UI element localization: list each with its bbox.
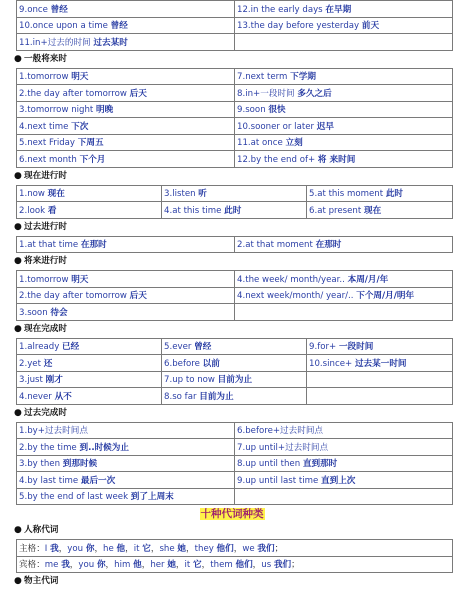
- english-term: 1.already: [19, 342, 60, 353]
- section-heading-past-continuous: ● 过去进行时: [8, 219, 456, 236]
- table-row: [17, 488, 453, 505]
- table-row: [17, 101, 453, 118]
- english-term: 4.next time: [19, 121, 69, 132]
- chinese-meaning: 现在: [47, 189, 65, 200]
- chinese-meaning: 听: [198, 189, 207, 200]
- pronoun-english: it: [133, 543, 143, 554]
- english-term: 1.tomorrow: [19, 72, 69, 83]
- chinese-meaning: 本周/月/年: [347, 274, 389, 285]
- table-row: [17, 556, 453, 573]
- table-cell: [235, 287, 453, 304]
- table-row: [17, 118, 453, 135]
- english-term: 3.listen: [164, 189, 196, 200]
- table-cell: [17, 355, 162, 372]
- english-term: 5.by the end of last week: [19, 492, 129, 503]
- chinese-meaning: 此时: [385, 189, 404, 200]
- table-row: [17, 338, 453, 355]
- pronoun-chinese: 她: [167, 560, 176, 571]
- table-cell: [162, 338, 307, 355]
- pronoun-chinese: 我: [50, 543, 59, 554]
- bullet-icon: ●: [14, 170, 22, 181]
- table-cell: [17, 151, 235, 168]
- english-term: 2.at that moment: [237, 240, 313, 251]
- chinese-meaning: 后天: [129, 88, 147, 99]
- pronoun-english: they: [194, 543, 217, 554]
- chinese-meaning: 明天: [71, 72, 89, 83]
- english-term: 4.at this time: [164, 205, 222, 216]
- pronoun-chinese: 你: [96, 560, 106, 571]
- personal-pronoun-table: [16, 539, 453, 573]
- table-cell: [17, 118, 235, 135]
- table-row: [17, 1, 453, 18]
- english-term: 6.next month: [19, 154, 77, 165]
- pronoun-english: me: [44, 560, 62, 571]
- english-term: 5.at this moment: [309, 189, 384, 200]
- pronoun-english: her: [150, 560, 168, 571]
- pronoun-english: us: [261, 560, 274, 571]
- english-term: 8.so far: [164, 391, 197, 402]
- chinese-meaning: 立刻: [285, 138, 303, 149]
- english-term: 8.in+一段时间: [237, 88, 295, 99]
- pronoun-chinese: 她: [177, 543, 187, 554]
- chinese-meaning: 过去某时: [93, 37, 128, 48]
- pronoun-english: you: [78, 560, 97, 571]
- english-term: 4.never: [19, 391, 52, 402]
- chinese-meaning: 直到上次: [321, 475, 356, 486]
- chinese-meaning: 还: [43, 358, 53, 369]
- pronoun-chinese: 他们: [235, 560, 253, 571]
- table-cell: [17, 85, 235, 102]
- table-row: [17, 388, 453, 405]
- english-term: 9.once: [19, 4, 48, 15]
- table-cell: [17, 304, 235, 321]
- bullet-icon: ●: [14, 323, 22, 334]
- english-term: 13.the day before yesterday: [237, 21, 360, 32]
- table-cell: [235, 68, 453, 85]
- table-cell: [235, 1, 453, 18]
- english-term: 3.just: [19, 375, 43, 386]
- table-cell: [17, 388, 162, 405]
- chinese-meaning: 下个周/月/明年: [356, 291, 415, 302]
- table-cell: [307, 371, 453, 388]
- table-cell: [17, 68, 235, 85]
- table-cell: [17, 439, 235, 456]
- english-term: 10.sooner or later: [237, 121, 315, 132]
- past-time-table-continued: [16, 0, 453, 51]
- english-term: 12.by the end of+: [237, 154, 316, 165]
- chinese-meaning: 最后一次: [80, 475, 116, 486]
- table-row: [17, 271, 453, 288]
- chinese-meaning: 以前: [202, 358, 220, 369]
- table-cell: [17, 17, 235, 34]
- present-continuous-table: [16, 185, 453, 219]
- table-cell: [17, 455, 235, 472]
- chinese-meaning: 刚才: [45, 375, 63, 386]
- bullet-icon: ●: [14, 256, 22, 266]
- table-cell: [162, 202, 307, 219]
- english-term: 3.soon: [19, 307, 48, 318]
- pronoun-english: him: [114, 560, 134, 571]
- pronoun-chinese: 他: [133, 560, 142, 571]
- section-heading-present-continuous: ● 现在进行时: [8, 168, 456, 185]
- table-row: [17, 287, 453, 304]
- table-cell: [17, 236, 235, 253]
- chinese-meaning: 曾经: [194, 342, 212, 353]
- table-cell: [162, 185, 307, 202]
- english-term: 1.now: [19, 189, 45, 200]
- english-term: 8.up until then: [237, 459, 301, 470]
- chinese-meaning: 直到那时: [302, 459, 338, 470]
- table-row: [17, 151, 453, 168]
- chinese-meaning: 到了上周末: [130, 492, 174, 503]
- bullet-icon: ●: [14, 407, 22, 418]
- chinese-meaning: 在那时: [80, 240, 107, 251]
- english-term: 5.next Friday: [19, 138, 76, 149]
- chinese-meaning: 已经: [62, 342, 80, 353]
- table-row: [17, 202, 453, 219]
- table-cell: [235, 422, 453, 439]
- pronoun-chinese: 我们: [273, 560, 292, 571]
- english-term: 9.up until last time: [237, 475, 319, 486]
- english-term: 11.in+过去的时间: [19, 37, 91, 48]
- chinese-meaning: 前天: [361, 21, 380, 32]
- english-term: 7.up until+过去时间点: [237, 442, 329, 453]
- past-continuous-table: [16, 236, 453, 254]
- document-page: [8, 0, 456, 590]
- chinese-meaning: 很快: [268, 105, 286, 116]
- table-cell: [17, 472, 235, 489]
- bullet-icon: ●: [14, 221, 22, 232]
- english-term: 5.ever: [164, 342, 192, 353]
- section-heading-future-continuous: ● 将来进行时: [8, 253, 456, 270]
- table-cell: [235, 17, 453, 34]
- english-term: 10.since+: [309, 358, 353, 369]
- table-cell: [17, 338, 162, 355]
- pronoun-english: he: [103, 543, 117, 554]
- english-term: 11.at once: [237, 138, 283, 149]
- chinese-meaning: 后天: [129, 291, 147, 302]
- table-cell: [235, 85, 453, 102]
- english-term: 9.soon: [237, 105, 266, 116]
- table-row: [17, 185, 453, 202]
- chinese-meaning: 迟早: [316, 121, 334, 132]
- chinese-meaning: 下个月: [79, 154, 106, 165]
- table-cell: [235, 304, 453, 321]
- pronoun-english: I: [44, 543, 51, 554]
- bullet-icon: ●: [14, 576, 22, 586]
- chinese-meaning: 到..时候为止: [79, 442, 129, 453]
- chinese-meaning: 下次: [71, 121, 89, 132]
- chinese-meaning: 明晚: [96, 105, 114, 116]
- english-term: 2.the day after tomorrow: [19, 291, 127, 302]
- chinese-meaning: 从不: [54, 391, 72, 402]
- chinese-meaning: 目前为止: [217, 375, 253, 386]
- english-term: 4.next week/month/ year/..: [237, 291, 354, 302]
- english-term: 2.by the time: [19, 442, 77, 453]
- chinese-meaning: 看: [47, 205, 57, 216]
- pronoun-chinese: 你: [85, 543, 95, 554]
- present-perfect-table: [16, 338, 453, 405]
- chinese-meaning: 待会: [50, 307, 68, 318]
- table-row: [17, 134, 453, 151]
- future-continuous-table: [16, 270, 453, 321]
- chinese-meaning: 下周五: [77, 138, 104, 149]
- english-term: 2.yet: [19, 358, 41, 369]
- table-cell: [17, 1, 235, 18]
- past-perfect-table: [16, 422, 453, 506]
- english-term: 12.in the early days: [237, 4, 323, 15]
- table-cell: [307, 185, 453, 202]
- english-term: 1.at that time: [19, 240, 79, 251]
- table-row: [17, 85, 453, 102]
- chinese-meaning: 在早期: [325, 4, 352, 15]
- table-cell: [307, 338, 453, 355]
- english-term: 3.tomorrow night: [19, 105, 94, 116]
- table-cell: [235, 236, 453, 253]
- english-term: 6.at present: [309, 205, 362, 216]
- section-heading-past-perfect: ● 过去完成时: [8, 405, 456, 422]
- table-cell: [235, 488, 453, 505]
- pronoun-chinese: 它: [142, 543, 151, 554]
- table-row: [17, 304, 453, 321]
- pronoun-chinese: 我: [61, 560, 70, 571]
- table-cell: [17, 134, 235, 151]
- chinese-meaning: 明天: [71, 274, 89, 285]
- pronoun-english: them: [210, 560, 236, 571]
- section-heading-possessive-pronouns: ● 物主代词: [8, 573, 456, 590]
- pronoun-english: she: [159, 543, 178, 554]
- table-cell: [162, 388, 307, 405]
- table-row: [17, 371, 453, 388]
- table-cell: [235, 118, 453, 135]
- chinese-meaning: 多久之后: [297, 88, 332, 99]
- chinese-meaning: 过去某一时间: [354, 358, 407, 369]
- table-cell: [235, 101, 453, 118]
- table-row: [17, 34, 453, 51]
- table-row: [17, 68, 453, 85]
- table-cell: [235, 134, 453, 151]
- english-term: 10.once upon a time: [19, 21, 108, 32]
- english-term: 7.next term: [237, 72, 288, 83]
- table-cell: [235, 472, 453, 489]
- chinese-meaning: 下学期: [290, 72, 316, 83]
- pronoun-chinese: 他们: [216, 543, 234, 554]
- table-cell: [17, 287, 235, 304]
- pronoun-chinese: 我们: [257, 543, 275, 554]
- table-cell: [307, 202, 453, 219]
- table-cell: [162, 371, 307, 388]
- table-cell: [17, 371, 162, 388]
- table-cell: [17, 422, 235, 439]
- table-cell: [307, 355, 453, 372]
- table-cell: [307, 388, 453, 405]
- table-row: [17, 472, 453, 489]
- english-term: 1.tomorrow: [19, 274, 69, 285]
- table-row: [17, 422, 453, 439]
- table-cell: [17, 185, 162, 202]
- table-cell: [17, 34, 235, 51]
- english-term: 6.before+过去时间点: [237, 426, 324, 437]
- table-cell: [17, 202, 162, 219]
- chinese-meaning: 曾经: [110, 21, 128, 32]
- english-term: 1.by+过去时间点: [19, 426, 88, 437]
- english-term: 2.look: [19, 205, 46, 216]
- table-row: [17, 355, 453, 372]
- chinese-meaning: 曾经: [50, 4, 68, 15]
- section-heading-personal-pronouns: ● 人称代词: [8, 522, 456, 539]
- pronoun-types-title: 十种代词种类: [200, 508, 264, 520]
- pronoun-english: it: [184, 560, 194, 571]
- table-row: [17, 17, 453, 34]
- table-cell: [235, 271, 453, 288]
- table-row: [17, 439, 453, 456]
- table-cell: [17, 101, 235, 118]
- english-term: 9.for+: [309, 342, 337, 353]
- chinese-meaning: 此时: [224, 205, 242, 216]
- english-term: 7.up to now: [164, 375, 215, 386]
- simple-future-table: [16, 68, 453, 168]
- table-cell: [17, 271, 235, 288]
- object-pronoun-line: 宾格：me 我，you 你，him 他，her 她，it 它，them 他们，us 我们；: [17, 556, 453, 573]
- english-term: 3.by then: [19, 459, 61, 470]
- pronoun-english: we: [242, 543, 258, 554]
- section-heading-simple-future: ● 一般将来时: [8, 51, 456, 68]
- english-term: 2.the day after tomorrow: [19, 88, 127, 99]
- bullet-icon: ●: [14, 53, 22, 64]
- chinese-meaning: 一段时间: [338, 342, 374, 353]
- subject-pronoun-line: 主格：I 我，you 你，he 他，it 它，she 她，they 他们，we 我们；: [17, 540, 453, 557]
- chinese-meaning: 目前为止: [199, 391, 234, 402]
- table-cell: [235, 455, 453, 472]
- english-term: 6.before: [164, 358, 200, 369]
- table-cell: [235, 151, 453, 168]
- pronoun-english: you: [67, 543, 86, 554]
- english-term: 4.the week/ month/year..: [237, 274, 345, 285]
- pronoun-chinese: 它: [193, 560, 202, 571]
- table-cell: [235, 34, 453, 51]
- table-cell: [235, 439, 453, 456]
- table-cell: [17, 488, 235, 505]
- chinese-meaning: 到那时候: [62, 459, 98, 470]
- chinese-meaning: 在那时: [315, 240, 342, 251]
- bullet-icon: ●: [14, 525, 22, 535]
- chinese-meaning: 现在: [363, 205, 382, 216]
- pronoun-chinese: 他: [116, 543, 126, 554]
- table-row: [17, 236, 453, 253]
- english-term: 4.by last time: [19, 475, 79, 486]
- section-heading-present-perfect: ● 现在完成时: [8, 321, 456, 338]
- chinese-meaning: 将 来时间: [317, 154, 356, 165]
- table-row: [17, 540, 453, 557]
- table-row: [17, 455, 453, 472]
- table-cell: [162, 355, 307, 372]
